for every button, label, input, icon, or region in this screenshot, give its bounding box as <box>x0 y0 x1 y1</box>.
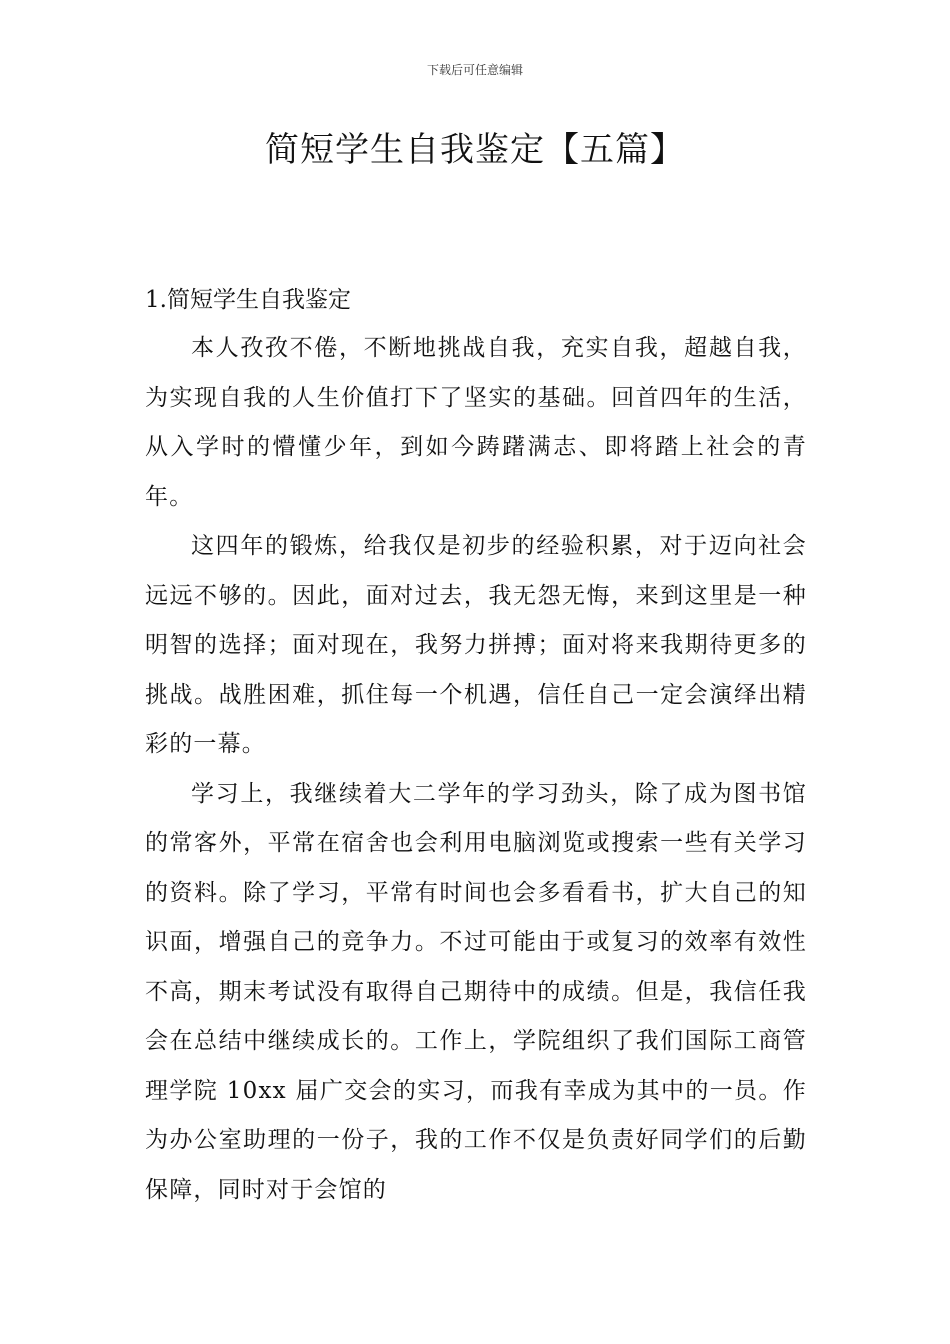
page-header-note: 下载后可任意编辑 <box>426 63 523 77</box>
paragraph-2: 这四年的锻炼，给我仅是初步的经验积累，对于迈向社会远远不够的。因此，面对过去，我无怨无悔，来到这里是一种明智的选择；面对现在，我努力拼搏；面对将来我期待更多的挑战。战胜困难，抓住每一个机遇，信任自己一定会演绎出精彩的一幕。 <box>145 533 807 757</box>
section-heading: 1.简短学生自我鉴定 <box>145 287 351 313</box>
document-body <box>145 276 807 1215</box>
document-title: 简短学生自我鉴定【五篇】 <box>265 130 685 170</box>
paragraph-3: 学习上，我继续着大二学年的学习劲头，除了成为图书馆的常客外，平常在宿舍也会利用电脑浏览或搜索一些有关学习的资料。除了学习，平常有时间也会多看看书，扩大自己的知识面，增强自己的竞争力。不过可能由于或复习的效率有效性不高，期末考试没有取得自己期待中的成绩。但是，我信任我会在总结中继续成长的。工作上，学院组织了我们国际工商管理学院 10xx 届广交会的实习，而我有幸成为其中的一员。作为办公室助理的一份子，我的工作不仅是负责好同学们的后勤保障，同时对于会馆的 <box>145 780 807 1203</box>
paragraph-1: 本人孜孜不倦，不断地挑战自我，充实自我，超越自我，为实现自我的人生价值打下了坚实的基础。回首四年的生活，从入学时的懵懂少年，到如今踌躇满志、即将踏上社会的青年。 <box>145 335 807 510</box>
